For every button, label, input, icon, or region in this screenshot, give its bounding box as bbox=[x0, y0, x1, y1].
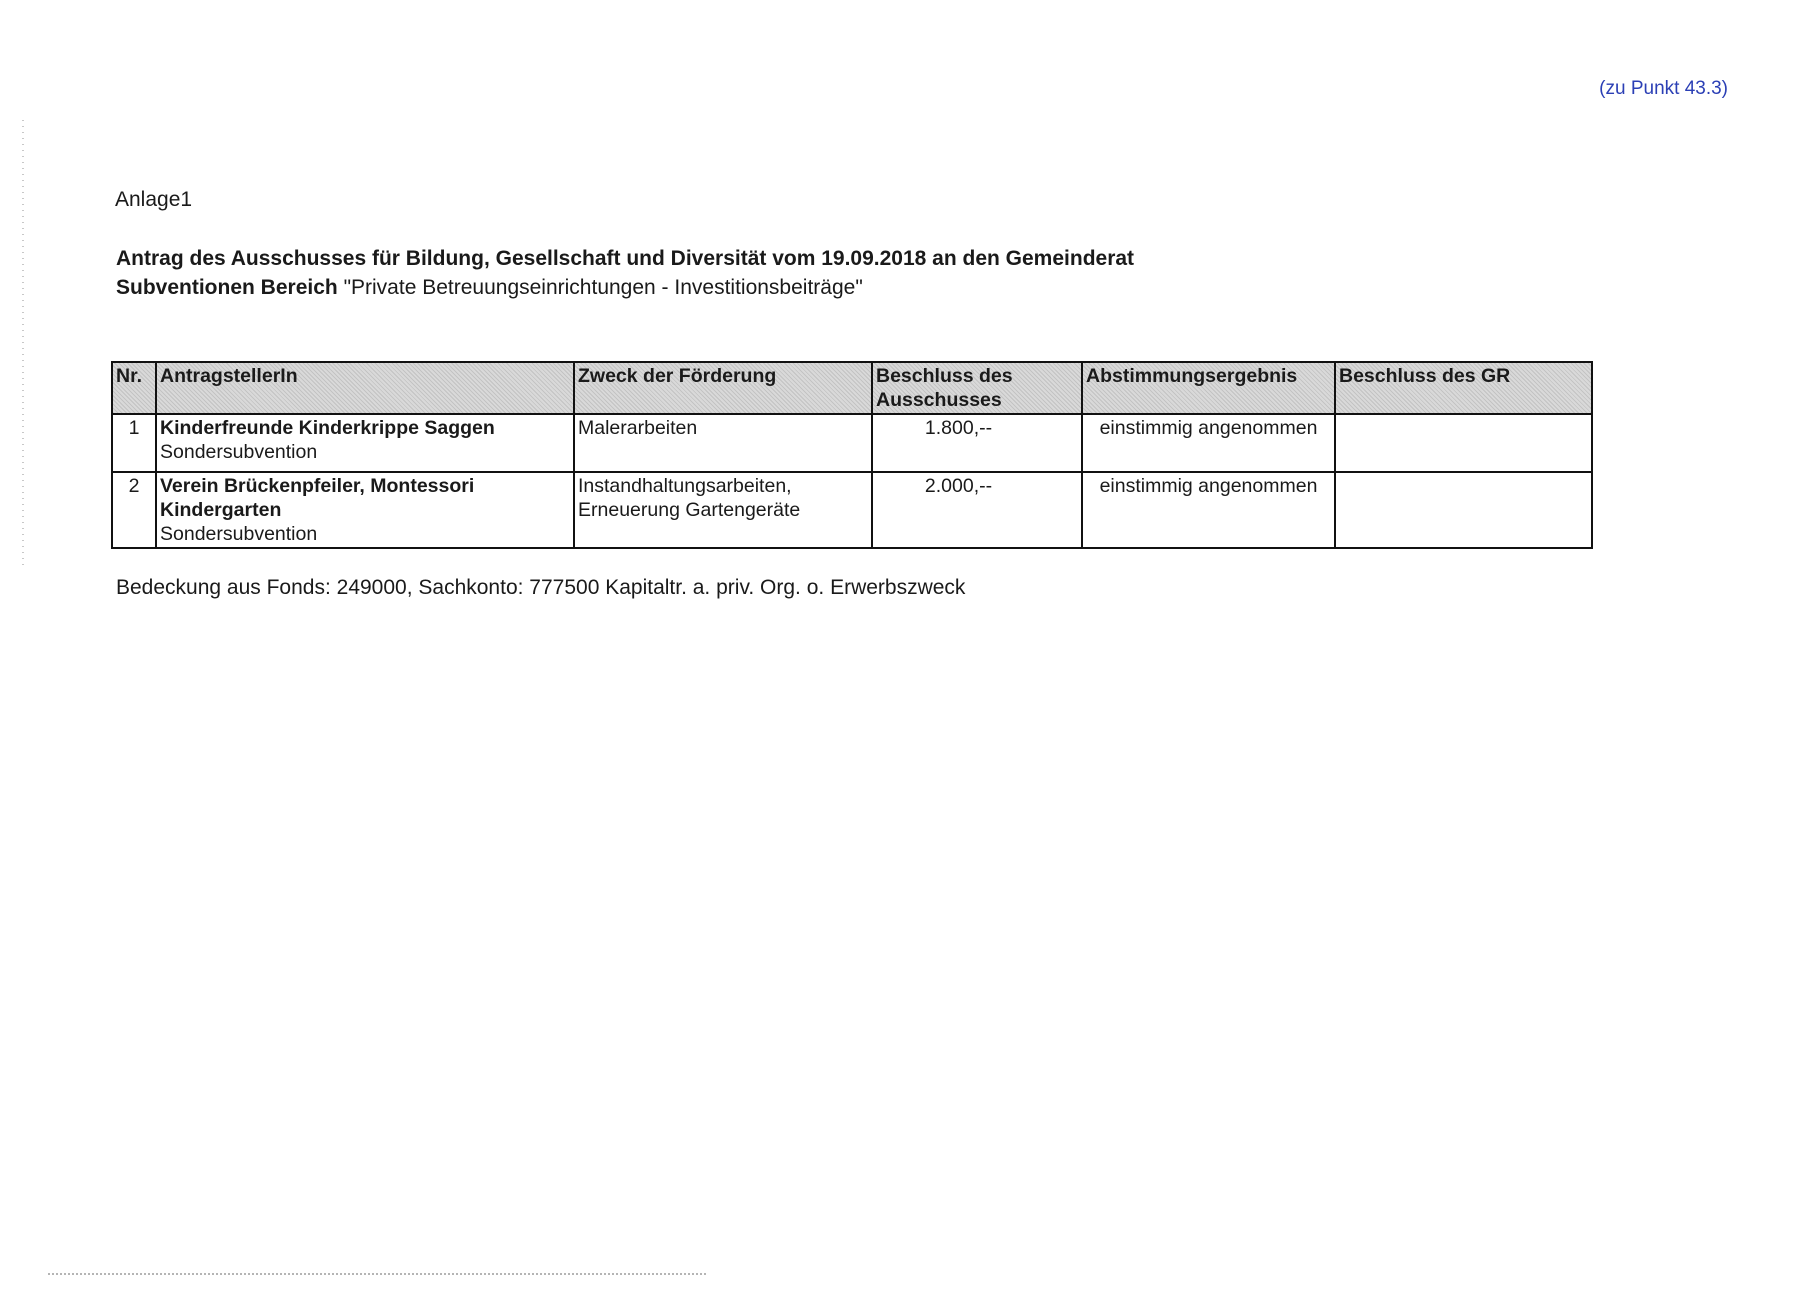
heading-line-1: Antrag des Ausschusses für Bildung, Gesellschaft und Diversität vom 19.09.2018 an den Gemeinderat bbox=[116, 247, 1135, 270]
cell-nr: 1 bbox=[112, 414, 156, 472]
heading-line-2 bbox=[116, 273, 1134, 302]
attachment-label: Anlage1 bbox=[115, 188, 193, 211]
cell-vote-result: einstimmig angenommen bbox=[1082, 472, 1335, 548]
purpose-line: Instandhaltungsarbeiten, bbox=[578, 475, 792, 497]
cell-purpose bbox=[574, 472, 872, 548]
subsidy-table bbox=[111, 361, 1593, 549]
cell-purpose bbox=[574, 414, 872, 472]
cell-nr: 2 bbox=[112, 472, 156, 548]
header-vote-result: Abstimmungsergebnis bbox=[1082, 362, 1335, 414]
applicant-name: Verein Brückenpfeiler, Montessori Kindergarten bbox=[160, 475, 475, 521]
scan-artifact-line bbox=[48, 1273, 708, 1275]
header-purpose: Zweck der Förderung bbox=[574, 362, 872, 414]
header-committee-decision: Beschluss des Ausschusses bbox=[872, 362, 1082, 414]
header-nr: Nr. bbox=[112, 362, 156, 414]
scan-artifact-dots bbox=[22, 120, 24, 565]
cell-vote-result: einstimmig angenommen bbox=[1082, 414, 1335, 472]
applicant-type: Sondersubvention bbox=[160, 441, 318, 463]
cell-council-decision bbox=[1335, 414, 1592, 472]
table-row bbox=[112, 414, 1592, 472]
agenda-reference: (zu Punkt 43.3) bbox=[1599, 78, 1728, 99]
header-applicant: AntragstellerIn bbox=[156, 362, 574, 414]
applicant-type: Sondersubvention bbox=[160, 523, 318, 545]
header-council-decision: Beschluss des GR bbox=[1335, 362, 1592, 414]
applicant-name: Kinderfreunde Kinderkrippe Saggen bbox=[160, 417, 495, 439]
heading-line-2-bold: Subventionen Bereich bbox=[116, 276, 338, 299]
purpose-line: Malerarbeiten bbox=[578, 417, 698, 439]
cell-amount: 1.800,-- bbox=[872, 414, 1082, 472]
document-heading bbox=[116, 244, 1134, 302]
cell-applicant bbox=[156, 472, 574, 548]
heading-line-2-subtitle: "Private Betreuungseinrichtungen - Investitionsbeiträge" bbox=[343, 276, 863, 299]
table-row bbox=[112, 472, 1592, 548]
cell-applicant bbox=[156, 414, 574, 472]
cell-council-decision bbox=[1335, 472, 1592, 548]
purpose-line: Erneuerung Gartengeräte bbox=[578, 499, 801, 521]
coverage-note: Bedeckung aus Fonds: 249000, Sachkonto: 777500 Kapitaltr. a. priv. Org. o. Erwerbszweck bbox=[116, 576, 966, 599]
cell-amount: 2.000,-- bbox=[872, 472, 1082, 548]
table-header-row bbox=[112, 362, 1592, 414]
